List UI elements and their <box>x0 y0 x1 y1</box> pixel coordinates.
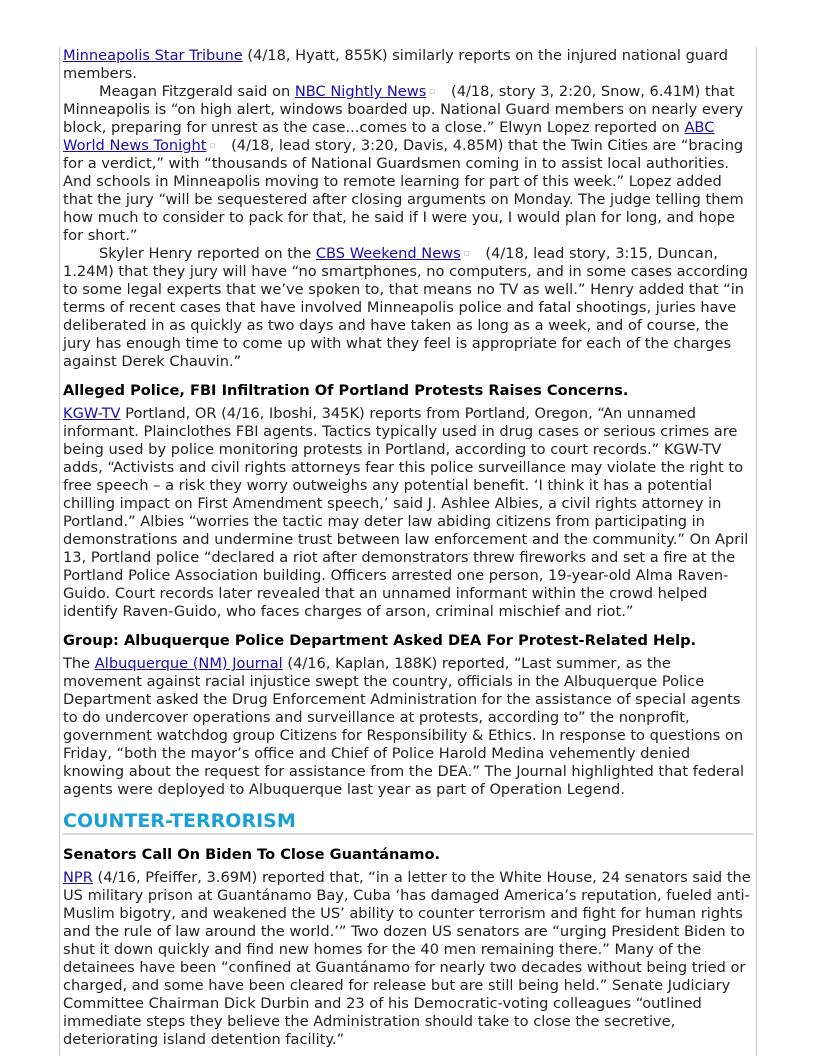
headline-portland: Alleged Police, FBI Infiltration Of Portland Protests Raises Concerns. <box>63 382 629 399</box>
paragraph-star-tribune: Minneapolis Star Tribune (4/18, Hyatt, 855K) similarly reports on the injured national guard members. <box>63 47 729 82</box>
link-abc-world-news[interactable]: ABC World News Tonight <box>63 119 715 154</box>
link-npr[interactable]: NPR <box>63 869 93 886</box>
video-icon: □ <box>463 250 470 257</box>
paragraph-portland: KGW-TV Portland, OR (4/16, Iboshi, 345K) reports from Portland, Oregon, “An unnamed informant. Plainclothes FBI agents. Tactics typically used in drug cases or serious crimes are being used by police monitoring protests in Portland, according to court records.” KGW-TV adds, “Activists and civil rights attorneys fear this police surveillance may violate the right to free speech – a risk they worry outweighs any potential benefit. ‘I think it has a potential chilling impact on First Amendment speech,’ said J. Ashlee Albies, a civil rights attorney in Portland.” Albies “worries the tactic may deter law abiding citizens from participating in demonstrations and undermine trust between law enforcement and the community.” On April 13, Portland police “declared a riot after demonstrators threw fireworks and set a fire at the Portland Police Association building. Officers arrested one person, 19-year-old Alma Raven-Guido. Court records later revealed that an unnamed informant within the crowd helped identify Raven-Guido, who faces charges of arson, criminal mischief and riot.” <box>63 405 749 620</box>
paragraph-cbs: Skyler Henry reported on the CBS Weekend News □ (4/18, lead story, 3:15, Duncan, 1.24M) that they jury will have “no smartphones, no computers, and in some cases according to some legal experts that we’ve spoken to, that means no TV as well.” Henry added that “in terms of recent cases that have involved Minneapolis police and fatal shootings, juries have deliberated in as quickly as two days and have taken as long as a week, and of course, the jury has enough time to come up with what they feel is appropriate for each of the charges against Derek Chauvin.” <box>63 245 749 370</box>
paragraph-guantanamo: NPR (4/16, Pfeiffer, 3.69M) reported that, “in a letter to the White House, 24 senators said the US military prison at Guantánamo Bay, Cuba ‘has damaged America’s reputation, fueled anti-Muslim bigotry, and weakened the US’ ability to counter terrorism and fight for human rights and the rule of law around the world.’” Two dozen US senators are “urging President Biden to shut it down quickly and find new homes for the 40 men remaining there.” Many of the detainees have been “confined at Guantánamo for nearly two decades without being tried or charged, and some have been cleared for release but are still being held.” Senate Judiciary Committee Chairman Dick Durbin and 23 of his Democratic-voting colleagues “outlined immediate steps they believe the Administration should take to close the secretive, deteriorating island detention facility.” <box>63 869 751 1048</box>
link-star-tribune[interactable]: Minneapolis Star Tribune <box>63 47 243 64</box>
right-margin-rule <box>756 47 757 1056</box>
document-body <box>63 47 753 1049</box>
left-margin-rule <box>59 47 60 1056</box>
video-icon: □ <box>209 142 216 149</box>
link-nbc-nightly-news[interactable]: NBC Nightly News <box>294 83 427 100</box>
link-kgw-tv[interactable]: KGW-TV <box>63 405 121 422</box>
video-icon: □ <box>429 88 435 95</box>
link-albuquerque-journal[interactable]: Albuquerque (NM) Journal <box>94 655 283 672</box>
link-cbs-weekend-news[interactable]: CBS Weekend News <box>315 245 461 262</box>
section-heading-counter-terrorism: COUNTER-TERRORISM <box>63 810 753 835</box>
paragraph-albuquerque: The Albuquerque (NM) Journal (4/16, Kaplan, 188K) reported, “Last summer, as the movement against racial injustice swept the country, officials in the Albuquerque Police Department asked the Drug Enforcement Administration for the assistance of special agents to do undercover operations and surveillance at protests, according to” the nonprofit, government watchdog group Citizens for Responsibility & Ethics. In response to questions on Friday, “both the mayor’s office and Chief of Police Harold Medina vehemently denied knowing about the request for assistance from the DEA.” The Journal highlighted that federal agents were deployed to Albuquerque last year as part of Operation Legend. <box>63 655 745 798</box>
headline-albuquerque: Group: Albuquerque Police Department Asked DEA For Protest-Related Help. <box>63 632 697 649</box>
paragraph-nbc-abc: Meagan Fitzgerald said on NBC Nightly News □ (4/18, story 3, 2:20, Snow, 6.41M) that Minneapolis is “on high alert, windows boarded up. National Guard members on nearly every block, preparing for unrest as the case...comes to a close.” Elwyn Lopez reported on ABC World News Tonight □ (4/18, lead story, 3:20, Davis, 4.85M) that the Twin Cities are “bracing for a verdict,” with “thousands of National Guardsmen coming in to assist local authorities. And schools in Minneapolis moving to remote learning for part of this week.” Lopez added that the jury “will be sequestered after closing arguments on Monday. The judge telling them how much to consider to pack for that, he said if I were you, I would plan for long, and hope for short.” <box>63 83 744 244</box>
headline-guantanamo: Senators Call On Biden To Close Guantánamo. <box>63 846 441 863</box>
